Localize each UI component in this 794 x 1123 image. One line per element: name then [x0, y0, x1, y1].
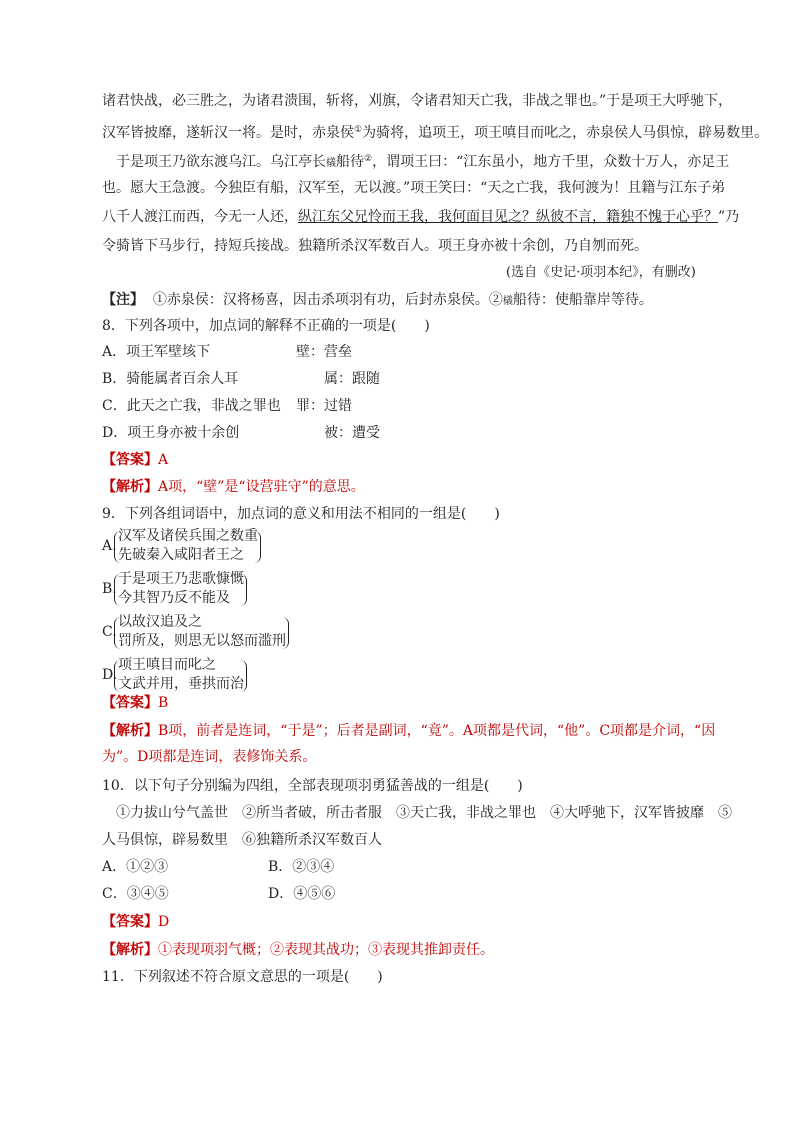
small-char: 檥: [502, 296, 513, 307]
q9-analysis: [102, 717, 722, 745]
option-line: 于是项王乃悲歌慷慨: [118, 571, 244, 587]
analysis-tag: 【解析】: [102, 479, 158, 495]
q9-analysis-cont: [102, 743, 722, 771]
analysis-text: ①表现项羽气概；②表现其战功；③表现其推卸责任。: [158, 942, 494, 958]
answer-value: B: [158, 695, 169, 711]
notes-tag: 【注】: [102, 292, 144, 308]
q10-items-cont: [102, 826, 722, 854]
option-line: 先破秦入咸阳者王之: [118, 547, 244, 563]
option-text: D．④⑤⑥: [268, 886, 336, 902]
passage-text: 也。愿大王急渡。今独臣有船，汉军至，无以渡。”项王笑曰：“天之亡我，我何渡为！且籍与江东子弟: [102, 180, 726, 196]
option-gloss: 被：遭受: [324, 425, 380, 441]
passage-text: 诸君快战，必三胜之，为诸君溃围，斩将，刈旗，令诸君知天亡我，非战之罪也。”于是项王大呼驰下，: [102, 93, 733, 109]
passage-text: 令骑皆下马步行，持短兵接战。独籍所杀汉军数百人。项王身亦被十余创，乃自刎而死。: [102, 238, 648, 254]
option-line: 今其智乃反不能及: [118, 590, 230, 606]
option-line: 罚所及，则思无以怒而滥刑: [118, 633, 286, 649]
q8-option: [102, 365, 722, 393]
right-brace: [240, 660, 247, 692]
passage-line: [102, 116, 769, 147]
passage-text: 船待: [336, 154, 364, 170]
footnote-mark: ②: [364, 154, 373, 164]
passage-text: 于是项王乃欲东渡乌江。乌江亭长: [116, 154, 326, 170]
q10-options-row: [102, 880, 722, 908]
footnote-mark: ①: [354, 125, 363, 135]
brace-content: [114, 613, 286, 651]
option-gloss: 壁：营垒: [296, 344, 352, 360]
question-10-stem: [102, 772, 722, 800]
passage-line: [102, 232, 722, 260]
option-gloss: 属：跟随: [324, 371, 380, 387]
option-text: A．项王军壁垓下: [102, 344, 211, 360]
analysis-tag: 【解析】: [102, 942, 158, 958]
passage-text: ”乃: [718, 209, 740, 225]
q8-option: [102, 338, 722, 366]
q10-answer: [102, 908, 722, 936]
stem-text: 11．下列叙述不符合原文意思的一项是( ): [102, 969, 383, 985]
option-text: C．此天之亡我，非战之罪也: [102, 398, 281, 414]
q10-options-row: [102, 853, 722, 881]
option-line: 文武并用，垂拱而治: [118, 676, 244, 692]
stem-text: 9．下列各组词语中，加点词的意义和用法不相同的一组是( ): [102, 506, 500, 522]
option-text: D．项王身亦被十余创: [102, 425, 240, 441]
option-label: A.: [102, 538, 117, 554]
items-text: 人马俱惊，辟易数里 ⑥独籍所杀汉军数百人: [102, 832, 382, 848]
right-brace: [254, 531, 261, 563]
option-text: B．②③④: [268, 859, 335, 875]
option-gloss: 罪：过错: [296, 398, 352, 414]
question-8-stem: [102, 312, 722, 340]
stem-text: 10．以下句子分别编为四组，全部表现项羽勇猛善战的一组是( ): [102, 778, 523, 794]
passage-text: ，谓项王曰：“江东虽小，地方千里，众数十万人，亦足王: [372, 154, 730, 170]
question-11-stem: [102, 963, 722, 991]
small-char: 檥: [326, 158, 336, 169]
option-text: C．③④⑤: [102, 886, 169, 902]
answer-tag: 【答案】: [102, 914, 158, 930]
q8-option: [102, 419, 722, 447]
option-text: A．①②③: [102, 859, 169, 875]
option-line: 项王嗔目而叱之: [118, 657, 216, 673]
passage-text: 八千人渡江而西，今无一人还，: [102, 209, 298, 225]
source-citation: [506, 259, 794, 287]
option-text: B．骑能属者百余人耳: [102, 371, 239, 387]
passage-line: [102, 87, 733, 115]
right-brace: [240, 574, 247, 606]
analysis-tag: 【解析】: [102, 723, 158, 739]
analysis-text: B项，前者是连词，“于是”；后者是副词，“竟”。A项都是代词，“他”。C项都是介词，“因: [158, 723, 716, 739]
notes-text: 船待：使船靠岸等待。: [512, 292, 653, 308]
answer-tag: 【答案】: [102, 452, 158, 468]
underlined-sentence: 纵江东父兄怜而王我，我何面目见之？纵彼不言，籍独不愧于心乎？: [298, 209, 718, 225]
source-text: (选自《史记·项羽本纪》，有删改): [506, 265, 696, 280]
passage-line: [102, 203, 740, 231]
option-line: 汉军及诸侯兵围之数重: [118, 528, 258, 544]
passage-line: [102, 174, 726, 202]
option-label: D.: [102, 667, 118, 683]
q10-items: [116, 799, 736, 827]
q10-analysis: [102, 936, 722, 964]
items-text: ①力拔山兮气盖世 ②所当者破，所击者服 ③天亡我，非战之罪也 ④大呼驰下，汉军皆披靡 ⑤: [116, 805, 732, 821]
q8-analysis: [102, 473, 722, 501]
right-brace: [282, 617, 289, 649]
option-label: C.: [102, 624, 117, 640]
passage-text: 为骑将，追项王，项王嗔目而叱之，赤泉侯人马俱惊，辟易数里。: [362, 125, 769, 141]
option-label: B.: [102, 581, 117, 597]
answer-value: A: [158, 452, 169, 468]
passage-text: 汉军皆披靡，遂斩汉一将。是时，赤泉侯: [102, 125, 354, 141]
stem-text: 8．下列各项中，加点词的解释不正确的一项是( ): [102, 318, 430, 334]
brace-content: [114, 527, 258, 565]
analysis-text: 为”。D项都是连词，表修饰关系。: [102, 749, 317, 765]
notes-text: ①赤泉侯：汉将杨喜，因击杀项羽有功，后封赤泉侯。②: [152, 292, 503, 308]
analysis-text: A项，“壁”是“设营驻守”的意思。: [158, 479, 365, 495]
option-line: 以故汉追及之: [118, 614, 202, 630]
answer-value: D: [158, 914, 170, 930]
q8-answer: [102, 446, 722, 474]
q9-answer: [102, 689, 722, 717]
answer-tag: 【答案】: [102, 695, 158, 711]
q8-option: [102, 392, 722, 420]
question-9-stem: [102, 500, 722, 528]
brace-content: [114, 570, 244, 608]
